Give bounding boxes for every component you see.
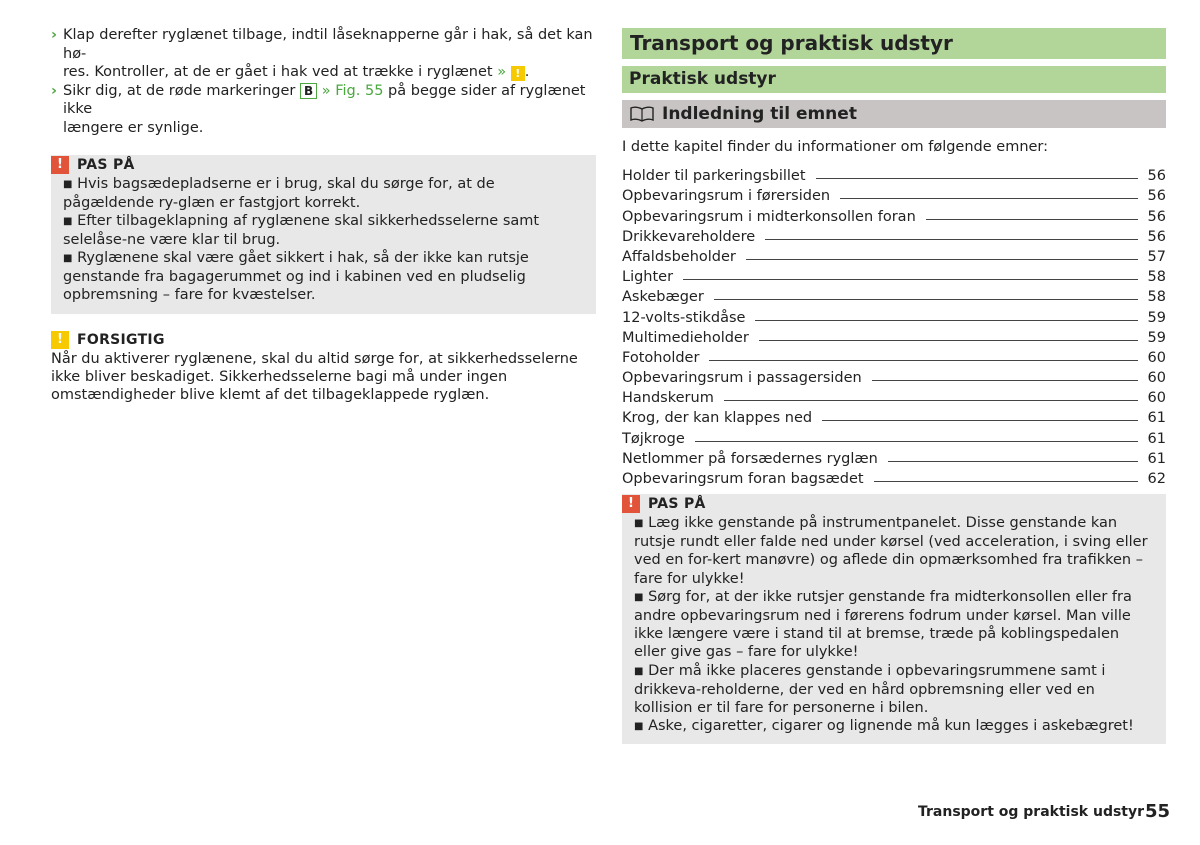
toc-page: 56 [1147,168,1166,185]
bullet-square-icon: ■ [63,253,73,264]
toc-page: 57 [1147,248,1166,265]
warning-notice-item [634,717,1154,736]
warning-notice-item-text: Der må ikke placeres genstande i opbevaringsrummene samt i drikkeva-reholderne, der ved en hård opbremsning eller ved en kollision er til fare for personerne i bilen. [634,662,1106,717]
toc-page: 60 [1147,349,1166,366]
toc-label: Askebæger [622,289,704,306]
warning-notice-item [63,212,584,249]
warning-notice-item [634,662,1154,718]
bullet-square-icon: ■ [634,665,644,677]
step-arrow-icon: › [51,27,57,43]
toc-leader [872,380,1138,381]
warning-red-icon: ! [51,156,69,174]
step-1-text: Klap derefter ryglænet tilbage, indtil låseknapperne går i hak, så det kan hø- [63,27,593,62]
warning-notice-header [51,155,584,175]
right-column [622,28,1166,744]
warning-notice-title: PAS PÅ [77,157,135,173]
toc-label: Opbevaringsrum i midterkonsollen foran [622,208,916,225]
caution-yellow-icon: ! [51,331,69,349]
open-book-icon [630,106,654,122]
toc-label: 12-volts-stikdåse [622,309,746,326]
toc-row[interactable] [622,265,1166,285]
toc-row[interactable] [622,346,1166,366]
toc-leader [746,259,1138,260]
warning-notice-right-header [622,494,1154,514]
toc-leader [926,219,1138,220]
toc-leader [724,400,1138,401]
toc-page: 56 [1147,208,1166,225]
toc-leader [759,340,1138,341]
toc-leader [755,320,1137,321]
toc-page: 60 [1147,370,1166,387]
toc-row[interactable] [622,164,1166,184]
warning-notice-item-text: Aske, cigaretter, cigarer og lignende må kun lægges i askebægret! [648,718,1134,735]
warning-notice-item-text: Efter tilbageklapning af ryglænene skal sikkerhedsselerne samt selelåse-ne være klar til brug. [63,213,540,248]
warning-notice [51,155,596,314]
toc-leader [709,360,1137,361]
toc-leader [822,420,1137,421]
warning-red-icon: ! [622,495,640,513]
toc-page: 61 [1147,410,1166,427]
warning-ref-icon[interactable]: ! [511,66,525,81]
bullet-square-icon: ■ [63,216,73,227]
bullet-square-icon: ■ [63,179,73,190]
toc-label: Affaldsbeholder [622,248,736,265]
toc-leader [683,279,1137,280]
step-2-text-b: på begge sider af ryglænet ikke [63,82,586,117]
toc-label: Opbevaringsrum i passagersiden [622,370,862,387]
step-2 [51,82,596,138]
toc-row[interactable] [622,285,1166,305]
warning-notice-item [634,588,1154,662]
toc-label: Krog, der kan klappes ned [622,410,813,427]
toc-row[interactable] [622,184,1166,204]
toc-label: Handskerum [622,390,714,407]
toc-leader [888,461,1138,462]
toc-label: Drikkevareholdere [622,228,756,245]
warning-notice-item [634,514,1154,588]
toc-label: Fotoholder [622,349,700,366]
warning-notice-item-text: Hvis bagsædepladserne er i brug, skal du sørge for, at de pågældende ry-glæn er fastgjort korrekt. [63,176,495,211]
warning-notice-item-text: Sørg for, at der ikke rutsjer genstande fra midterkonsollen eller fra andre opbevaringsrum ned i førerens fodrum under kørsel. Man ville ikke længere være i stand til at bremse, træde på koblingspedalen eller give gas – fare for ulykke! [634,588,1132,661]
toc-row[interactable] [622,386,1166,406]
toc-row[interactable] [622,447,1166,467]
toc-row[interactable] [622,204,1166,224]
step-1-text-2: res. Kontroller, at de er gået i hak ved at trække i ryglænet [63,64,493,80]
toc-label: Netlommer på forsædernes ryglæn [622,450,878,467]
toc-row[interactable] [622,366,1166,386]
caution-notice [51,330,596,404]
toc-page: 61 [1147,430,1166,447]
footer-section-title: Transport og praktisk udstyr [918,804,1145,820]
toc-label: Multimedieholder [622,329,749,346]
toc-leader [765,239,1137,240]
chapter-heading: Transport og praktisk udstyr [622,28,1166,59]
toc-leader [840,198,1137,199]
step-1 [51,26,596,82]
warning-notice-item-text: Ryglænene skal være gået sikkert i hak, så der ikke kan rutsje genstande fra bagagerummet og ind i kabinen ved en pludselig opbremsning – fare for kvæstelser. [63,250,529,303]
warning-notice-item [63,249,584,304]
toc-page: 59 [1147,309,1166,326]
warning-notice-right-title: PAS PÅ [648,496,706,512]
page-number: 55 [1145,801,1171,822]
step-2-text-2: længere er synlige. [63,119,204,136]
left-column [51,26,596,404]
toc-leader [695,441,1138,442]
toc-row[interactable] [622,245,1166,265]
bullet-square-icon: ■ [634,518,644,529]
toc-label: Holder til parkeringsbillet [622,168,806,185]
subsection-heading [622,100,1166,128]
toc-page: 62 [1147,471,1166,487]
subsection-heading-text: Indledning til emnet [662,104,857,124]
toc-leader [714,299,1138,300]
toc-leader [874,481,1138,482]
toc-label: Lighter [622,269,674,286]
step-arrow-icon: › [51,82,57,99]
toc-page: 58 [1147,289,1166,306]
caution-notice-title: FORSIGTIG [77,332,165,348]
toc-row[interactable] [622,426,1166,446]
toc-page: 59 [1147,329,1166,346]
toc-page: 60 [1147,390,1166,407]
toc-page: 56 [1147,188,1166,205]
caution-notice-text: Når du aktiverer ryglænene, skal du altid sørge for, at sikkerhedsselerne ikke bliver beskadiget. Sikkerhedsselerne bagi må under ingen omstændigheder blive klemt af det tilbageklappede ryglæn. [51,351,578,403]
bullet-square-icon: ■ [634,591,644,603]
toc-row[interactable] [622,225,1166,245]
warning-notice-item-text: Læg ikke genstande på instrumentpanelet. Disse genstande kan rutsje rundt eller falde ned under kørsel (ved acceleration, i sving eller ved en for-kert manøvre) og aflede din opmærksomhed fra trafikken – fare for ulykke! [634,515,1148,587]
toc-label: Opbevaringsrum foran bagsædet [622,471,864,487]
toc-label: Tøjkroge [622,430,685,447]
intro-text: I dette kapitel finder du informationer om følgende emner: [622,139,1049,155]
toc-row[interactable] [622,326,1166,346]
toc-leader [816,178,1138,179]
warning-notice-right [622,494,1166,744]
step-1-ref-link[interactable]: » [497,64,507,80]
toc-row[interactable] [622,406,1166,426]
toc-row[interactable] [622,305,1166,325]
toc-row[interactable] [622,467,1166,487]
marker-b-label: B [300,83,317,99]
toc-page: 56 [1147,228,1166,245]
warning-notice-item [63,175,584,212]
caution-notice-header [51,330,596,350]
step-1-end: . [524,64,530,80]
toc-list [622,164,1166,487]
toc-page: 58 [1147,269,1166,286]
bullet-square-icon: ■ [634,721,644,733]
section-heading: Praktisk udstyr [622,66,1166,93]
fig-55-link[interactable]: » Fig. 55 [321,82,384,99]
step-2-text: Sikr dig, at de røde markeringer [63,82,296,99]
toc-label: Opbevaringsrum i førersiden [622,188,831,205]
toc-page: 61 [1147,450,1166,467]
